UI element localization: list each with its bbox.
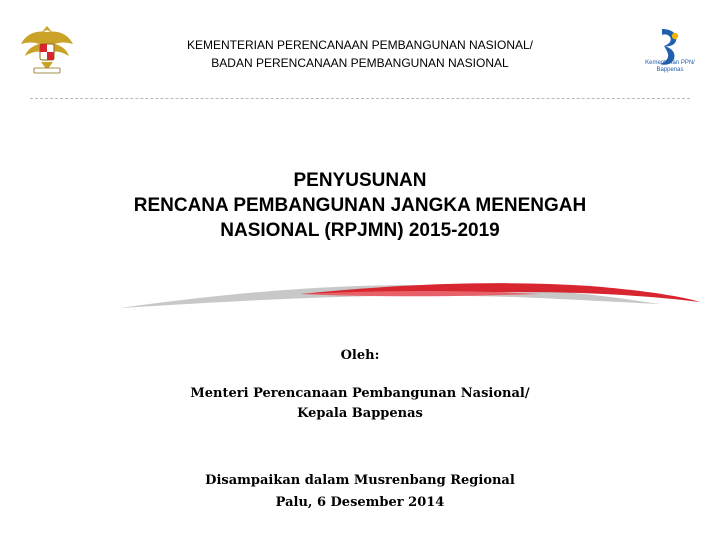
event-line-2: Palu, 6 Desember 2014 [275,495,445,510]
event-block [140,470,580,514]
presenter-label: Oleh: [340,348,380,363]
bappenas-caption-line-2: Bappenas [656,67,684,73]
header-ministry-text [130,36,590,72]
presenter-line-2: Kepala Bappenas [297,406,423,421]
header-line-1: KEMENTERIAN PERENCANAAN PEMBANGUNAN NASIONAL/ [186,38,534,52]
presenter-block [140,346,580,424]
title-line-3: NASIONAL (RPJMN) 2015-2019 [220,220,500,241]
bappenas-caption-line-1: Kementerian PPN/ [645,60,695,66]
bappenas-logo-caption [628,60,712,74]
slide-title [40,168,680,243]
title-line-1: PENYUSUNAN [293,170,427,191]
event-line-1: Disampaikan dalam Musrenbang Regional [205,473,515,488]
header-divider [30,98,690,99]
garuda-emblem-icon [18,20,76,76]
decorative-swoosh [0,250,720,330]
title-line-2: RENCANA PEMBANGUNAN JANGKA MENENGAH [133,195,587,216]
presenter-line-1: Menteri Perencanaan Pembangunan Nasional/ [190,386,530,401]
header-line-2: BADAN PERENCANAAN PEMBANGUNAN NASIONAL [211,56,509,70]
